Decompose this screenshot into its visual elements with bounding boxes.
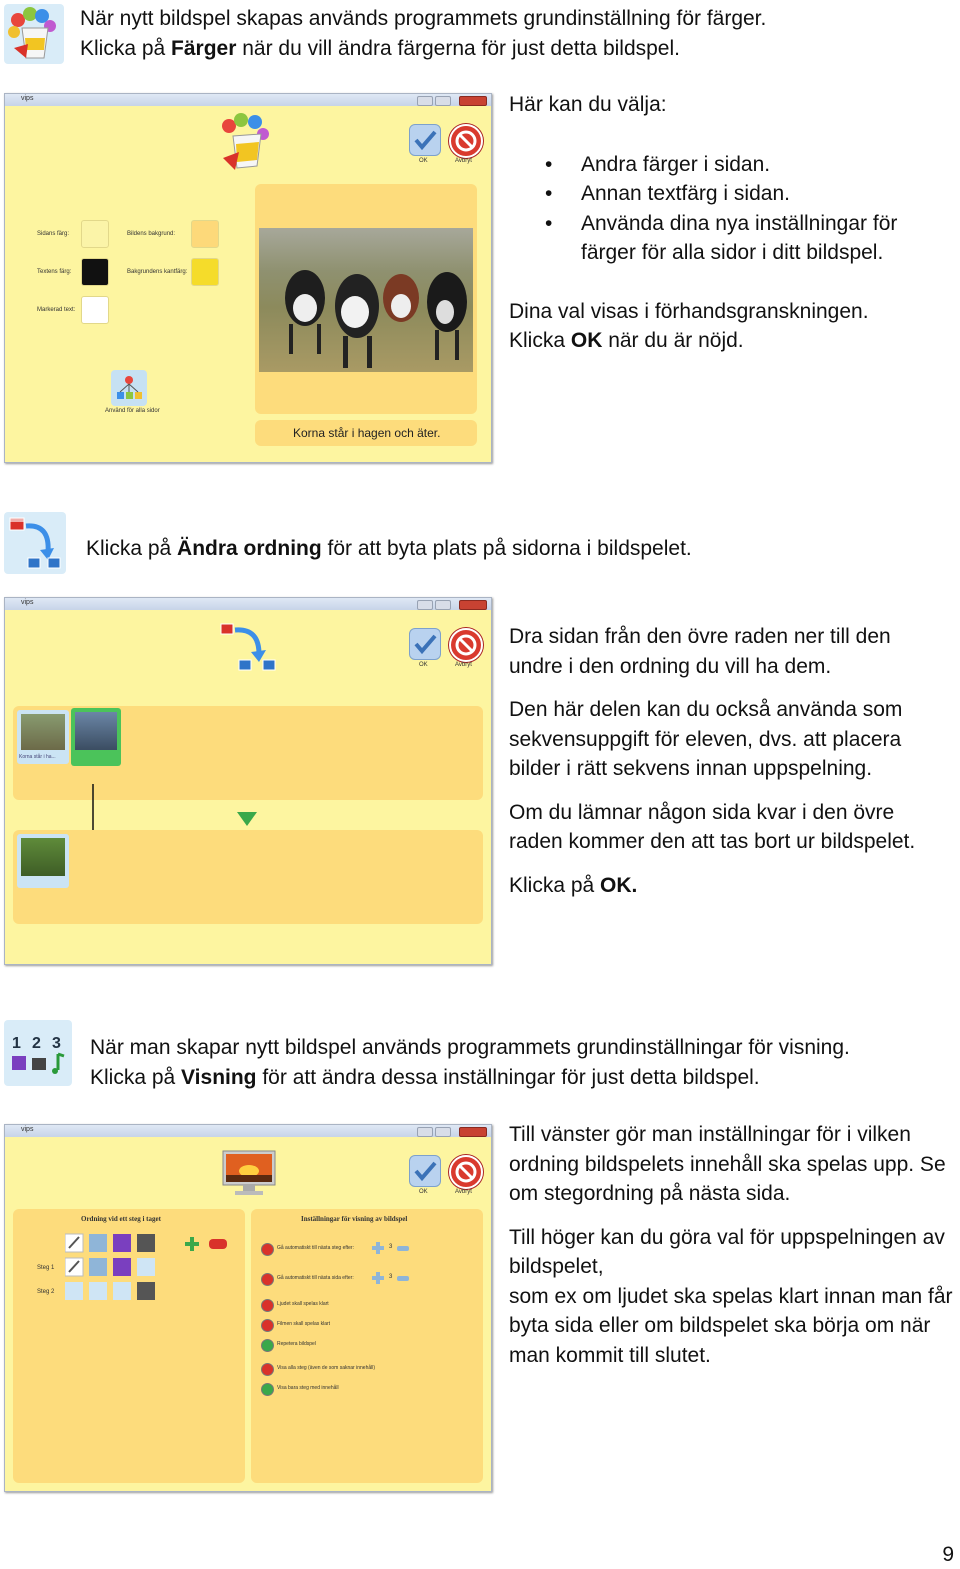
order-intro [86, 534, 946, 564]
preview-panel [255, 184, 477, 414]
cancel-label: Avbryt [455, 1189, 472, 1195]
display-settings-panel [251, 1209, 483, 1483]
minimize-button[interactable] [417, 1127, 433, 1137]
auto-next-page-radio[interactable] [261, 1273, 274, 1286]
maximize-button[interactable] [435, 1127, 451, 1137]
show-content-steps-radio[interactable] [261, 1383, 274, 1396]
order-p4-pre: Klicka på [509, 873, 601, 897]
order-window [4, 597, 492, 965]
cancel-button[interactable] [449, 628, 483, 662]
page-thumbnail[interactable] [17, 834, 69, 888]
picture-bg-label: Bildens bakgrund: [127, 231, 176, 237]
cancel-label: Avbryt [455, 662, 472, 668]
choose-heading: Här kan du välja: [509, 93, 667, 116]
order-text [509, 622, 949, 914]
show-all-steps-label: Visa alla steg (även de som saknar innehåll) [277, 1365, 376, 1371]
ok-button[interactable] [409, 628, 441, 660]
change-order-icon [4, 512, 66, 574]
svg-text:3: 3 [52, 1035, 61, 1052]
preview-line2-bold: OK [570, 329, 603, 352]
auto-next-step-radio[interactable] [261, 1243, 274, 1256]
close-button[interactable] [459, 96, 487, 106]
movie-finish-label: Filmen skall spelas klart [277, 1321, 331, 1327]
auto-next-page-plus-icon[interactable] [371, 1271, 385, 1285]
preview-line2-post: när du är nöjd. [602, 329, 744, 352]
view-intro-line1: När man skapar nytt bildspel används programmets grundinställningar för visning. [90, 1036, 850, 1059]
bg-border-label: Bakgrundens kantfärg: [127, 269, 188, 275]
change-order-icon [219, 620, 279, 676]
ok-label: OK [419, 158, 428, 164]
view-settings-icon [4, 1020, 72, 1086]
page-number: 9 [942, 1543, 954, 1566]
choose-bullet-3: • Använda dina nya inställningar för färger för alla sidor i ditt bildspel. [545, 211, 898, 264]
order-settings-title: Ordning vid ett steg i taget [81, 1215, 161, 1223]
view-intro-post: för att ändra dessa inställningar för just detta bildspel. [256, 1065, 760, 1089]
preview-line2-pre: Klicka [509, 329, 571, 352]
cows-picture [259, 228, 473, 372]
choose-text [509, 90, 949, 356]
step-2-label: Steg 2 [37, 1289, 55, 1295]
show-all-steps-radio[interactable] [261, 1363, 274, 1376]
choose-bullet-2: • Annan textfärg i sidan. [545, 182, 790, 205]
choose-bullet-1: • Andra färger i sidan. [545, 152, 771, 176]
auto-next-page-value: 3 [389, 1274, 393, 1280]
auto-next-page-label: Gå automatiskt till nästa sida efter: [277, 1275, 354, 1281]
sound-finish-radio[interactable] [261, 1299, 274, 1312]
ok-label: OK [419, 1189, 428, 1195]
colors-intro-line2 [80, 34, 940, 64]
title-bar [5, 94, 491, 106]
order-p4 [509, 871, 949, 901]
page-thumbnail-selected[interactable] [71, 708, 121, 766]
colors-intro-line1: När nytt bildspel skapas används programmets grundinställning för färger. [80, 7, 767, 30]
thumbnail-caption: Korna står i ha... [19, 754, 56, 760]
auto-next-step-label: Gå automatiskt till nästa steg efter: [277, 1245, 354, 1251]
order-p2: Den här delen kan du också använda som sekvensuppgift för eleven, dvs. att placera bilder i rätt sekvens innan uppspelning. [509, 698, 903, 780]
lower-row-panel [13, 830, 483, 924]
cancel-button[interactable] [449, 124, 483, 158]
view-p1: Till vänster gör man inställningar för i vilken ordning bildspelets innehåll ska spelas upp. Se om stegordning på nästa sida. [509, 1123, 946, 1205]
monitor-icon [221, 1149, 277, 1199]
colors-intro-post: när du vill ändra färgerna för just detta bildspel. [236, 36, 680, 60]
auto-next-step-value: 3 [389, 1244, 393, 1250]
window-title: vips [21, 95, 34, 102]
view-p2a: Till höger kan du göra val för uppspelningen av bildspelet, [509, 1225, 945, 1278]
title-bar [5, 1125, 491, 1137]
page-color-swatch[interactable] [81, 220, 109, 248]
svg-text:2: 2 [32, 1035, 41, 1052]
maximize-button[interactable] [435, 600, 451, 610]
bullet-1-text: Andra färger i sidan. [581, 152, 771, 176]
down-arrow-icon [235, 810, 259, 828]
repeat-label: Repetera bildspel [277, 1341, 316, 1347]
paint-bucket-icon [215, 112, 275, 172]
show-content-steps-label: Visa bara steg med innehåll [277, 1385, 339, 1391]
window-title: vips [21, 599, 34, 606]
auto-next-step-minus-icon[interactable] [397, 1246, 409, 1251]
view-p2b: som ex om ljudet ska spelas klart innan man får byta sida eller om bildspelet ska börja om när man kommit till slutet. [509, 1284, 953, 1367]
cancel-label: Avbryt [455, 158, 472, 164]
view-text [509, 1120, 954, 1370]
title-bar [5, 598, 491, 610]
auto-next-page-minus-icon[interactable] [397, 1276, 409, 1281]
close-button[interactable] [459, 1127, 487, 1137]
order-settings-panel [13, 1209, 245, 1483]
step-tools-row [65, 1233, 165, 1253]
picture-bg-swatch[interactable] [191, 220, 219, 248]
view-intro-pre: Klicka på [90, 1065, 182, 1089]
bg-border-swatch[interactable] [191, 258, 219, 286]
view-window [4, 1124, 492, 1492]
window-title: vips [21, 1126, 34, 1133]
ok-button[interactable] [409, 1155, 441, 1187]
page-thumbnail[interactable] [17, 710, 69, 764]
colors-window [4, 93, 492, 463]
minimize-button[interactable] [417, 96, 433, 106]
preview-caption: Korna står i hagen och äter. [293, 426, 441, 440]
apply-all-icon[interactable] [111, 370, 147, 406]
order-intro-pre: Klicka på [86, 537, 178, 560]
view-intro-line2 [90, 1063, 950, 1093]
auto-next-step-plus-icon[interactable] [371, 1241, 385, 1255]
cancel-button[interactable] [449, 1155, 483, 1189]
order-p3: Om du lämnar någon sida kvar i den övre raden kommer den att tas bort ur bildspelet. [509, 800, 916, 853]
colors-icon [4, 4, 64, 64]
maximize-button[interactable] [435, 96, 451, 106]
page-color-label: Sidans färg: [37, 231, 70, 237]
view-intro [90, 1033, 950, 1092]
colors-intro-bold: Färger [171, 36, 237, 60]
add-step-button[interactable] [183, 1235, 201, 1253]
step-1-row[interactable] [65, 1257, 165, 1277]
upper-row-panel [13, 706, 483, 800]
apply-all-label: Använd för alla sidor [105, 408, 160, 414]
ok-button[interactable] [409, 124, 441, 156]
bullet-3-text: Använda dina nya inställningar för färger för alla sidor i ditt bildspel. [581, 211, 898, 264]
preview-line1: Dina val visas i förhandsgranskningen. [509, 299, 869, 323]
svg-text:1: 1 [12, 1035, 21, 1052]
order-intro-bold: Ändra ordning [177, 537, 322, 560]
close-button[interactable] [459, 600, 487, 610]
marked-text-swatch[interactable] [81, 296, 109, 324]
colors-intro-pre: Klicka på [80, 36, 172, 60]
text-color-label: Textens färg: [37, 269, 72, 275]
ok-label: OK [419, 662, 428, 668]
minimize-button[interactable] [417, 600, 433, 610]
view-intro-bold: Visning [181, 1065, 257, 1089]
order-p4-bold: OK. [600, 873, 638, 897]
sound-finish-label: Ljudet skall spelas klart [277, 1301, 329, 1307]
text-color-swatch[interactable] [81, 258, 109, 286]
bullet-2-text: Annan textfärg i sidan. [581, 182, 790, 205]
order-intro-post: för att byta plats på sidorna i bildspelet. [321, 537, 692, 560]
step-1-label: Steg 1 [37, 1265, 55, 1271]
marked-text-label: Markerad text: [37, 307, 76, 313]
caption-panel [255, 420, 477, 446]
display-settings-title: Inställningar för visning av bildspel [301, 1215, 408, 1223]
remove-step-button[interactable] [209, 1239, 227, 1249]
step-2-row[interactable] [65, 1281, 165, 1301]
order-p1: Dra sidan från den övre raden ner till den undre i den ordning du vill ha dem. [509, 625, 891, 678]
movie-finish-radio[interactable] [261, 1319, 274, 1332]
repeat-radio[interactable] [261, 1339, 274, 1352]
colors-intro [80, 4, 940, 63]
preview-line2 [509, 326, 949, 356]
